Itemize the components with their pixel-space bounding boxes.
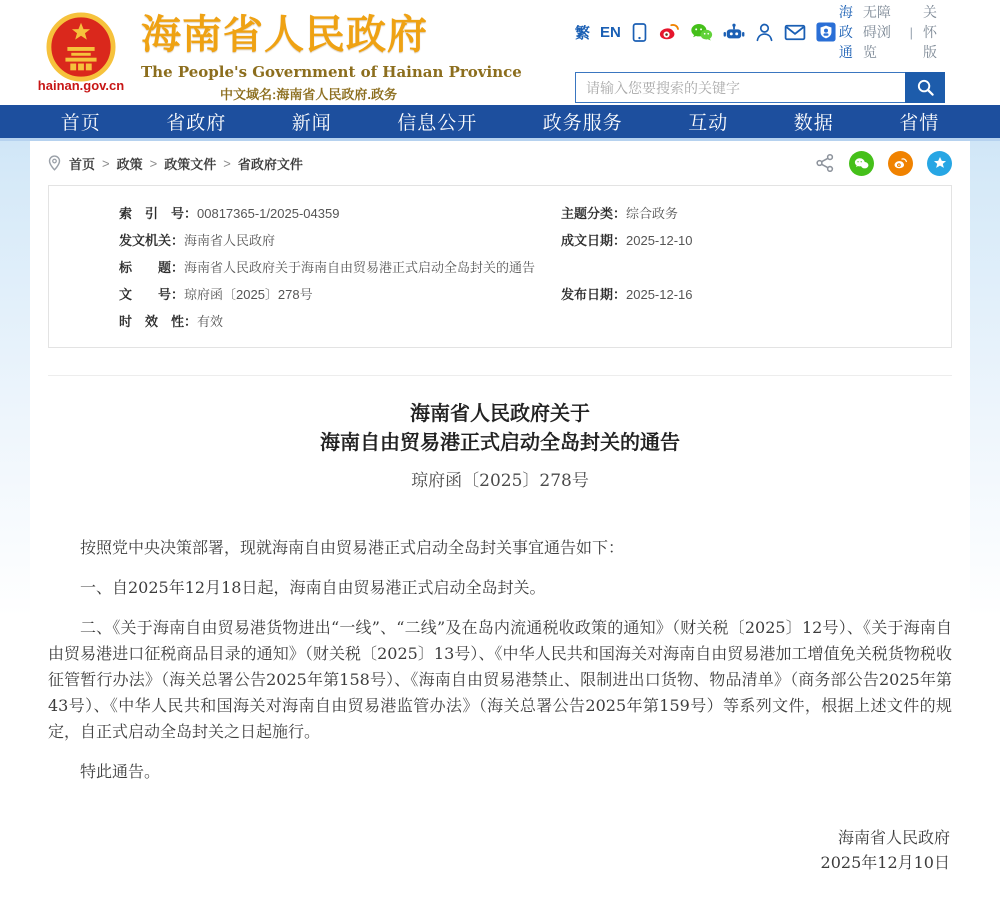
meta-value: 琼府函〔2025〕278号 <box>184 287 313 302</box>
meta-label: 索 引 号： <box>119 206 198 221</box>
accessibility-link[interactable]: 无障碍浏览 <box>862 4 891 60</box>
meta-row-doc-number <box>119 281 561 308</box>
breadcrumb-policy-documents[interactable]: 政策文件 <box>164 156 217 172</box>
nav-item-news[interactable]: 新闻 <box>291 113 332 134</box>
signature-date: 2025年12月10日 <box>820 853 950 872</box>
share-wechat-button[interactable] <box>849 151 874 176</box>
search-icon <box>916 78 935 97</box>
meta-value: 00817365-1/2025-04359 <box>197 206 340 221</box>
paragraph: 一、自2025年12月18日起，海南自由贸易港正式启动全岛封关。 <box>80 578 546 597</box>
meta-row-empty <box>561 254 951 281</box>
meta-row-issuing-agency <box>119 227 561 254</box>
signature-org: 海南省人民政府 <box>837 828 950 847</box>
meta-row-empty <box>561 308 951 335</box>
breadcrumb <box>48 141 952 185</box>
document-meta-table <box>48 185 952 348</box>
meta-value: 有效 <box>197 314 224 329</box>
meta-label: 标 题： <box>119 260 185 275</box>
document-body <box>48 535 952 785</box>
meta-label: 文 号： <box>119 287 185 302</box>
document-header <box>48 399 952 491</box>
haizhengtong-badge-icon <box>816 22 836 42</box>
content-card <box>30 141 970 901</box>
weibo-icon[interactable] <box>658 22 680 42</box>
document-title-line1: 海南省人民政府关于 <box>410 401 590 425</box>
site-header <box>0 0 1000 105</box>
breadcrumb-provincial-documents[interactable]: 省政府文件 <box>237 156 303 172</box>
paragraph: 按照党中央决策部署，现就海南自由贸易港正式启动全岛封关事宜通告如下： <box>80 538 625 557</box>
mobile-icon[interactable] <box>631 22 648 43</box>
nav-item-data[interactable]: 数据 <box>793 113 834 134</box>
haizhengtong-label: 海政通 <box>838 4 853 60</box>
paragraph: 特此通告。 <box>80 762 161 781</box>
site-title: 海南省人民政府 <box>141 10 428 58</box>
meta-value: 海南省人民政府关于海南自由贸易港正式启动全岛封关的通告 <box>184 260 536 275</box>
document-signature <box>48 825 952 875</box>
meta-value: 2025-12-10 <box>626 233 693 248</box>
weibo-icon <box>893 157 908 170</box>
site-domain-line: 中文域名:海南省人民政府.政务 <box>220 86 397 102</box>
meta-value: 海南省人民政府 <box>184 233 276 248</box>
nav-item-provincial-government[interactable]: 省政府 <box>166 113 227 134</box>
care-version-link[interactable]: 关怀版 <box>922 4 937 60</box>
breadcrumb-policy[interactable]: 政策 <box>116 156 143 172</box>
nav-item-province-profile[interactable]: 省情 <box>899 113 940 134</box>
share-buttons <box>815 151 952 176</box>
logo-domain-text: hainan.gov.cn <box>37 78 125 93</box>
main-nav <box>0 105 1000 141</box>
wechat-icon <box>854 157 869 170</box>
mail-icon[interactable] <box>784 24 806 41</box>
nav-item-information-disclosure[interactable]: 信息公开 <box>397 113 478 134</box>
site-logo[interactable] <box>33 12 129 93</box>
meta-value: 综合政务 <box>626 206 679 221</box>
haizhengtong-entry[interactable] <box>816 2 853 62</box>
document-title-line2: 海南自由贸易港正式启动全岛封关的通告 <box>320 430 680 454</box>
meta-label: 发文机关： <box>119 233 185 248</box>
quick-links-separator: | <box>909 24 913 40</box>
search-button[interactable] <box>905 72 945 103</box>
breadcrumb-separator: > <box>102 155 110 171</box>
breadcrumb-home[interactable]: 首页 <box>69 156 96 172</box>
meta-label: 成文日期： <box>561 233 627 248</box>
meta-label: 主题分类： <box>561 206 627 221</box>
site-title-block <box>141 3 522 103</box>
meta-value: 2025-12-16 <box>626 287 693 302</box>
wechat-icon[interactable] <box>690 22 713 42</box>
meta-left-column <box>49 200 561 335</box>
meta-row-subject-category <box>561 200 951 227</box>
paragraph: 二、《关于海南自由贸易港货物进出“一线”、“二线”及在岛内流通税收政策的通知》（财关税〔2025〕12号）、《关于海南自由贸易港进口征税商品目录的通知》（财关税〔2025〕13号）、《中华人民共和国海关对海南自由贸易港加工增值免关税货物税收征管暂行办法》（海关总署公告2025年第158号）、《海南自由贸易港禁止、限制进出口货物、物品清单》（商务部公告2025年第43号）、《中华人民共和国海关对海南自由贸易港监管办法》（海关总署公告2025年第159号）等系列文件，根据上述文件的规定，自正式启动全岛封关之日起施行。 <box>48 618 952 741</box>
meta-label: 时 效 性： <box>119 314 198 329</box>
meta-row-index-number <box>119 200 561 227</box>
search-input[interactable] <box>575 72 905 103</box>
national-emblem-icon <box>46 12 116 82</box>
meta-label: 发布日期： <box>561 287 627 302</box>
share-icon[interactable] <box>815 153 835 173</box>
meta-right-column <box>561 200 951 335</box>
share-weibo-button[interactable] <box>888 151 913 176</box>
robot-assistant-icon[interactable] <box>723 23 745 42</box>
nav-item-home[interactable]: 首页 <box>60 113 101 134</box>
traditional-chinese-link[interactable]: 繁 <box>575 24 591 42</box>
section-divider <box>48 375 952 376</box>
share-qzone-button[interactable] <box>927 151 952 176</box>
meta-row-written-date <box>561 227 951 254</box>
meta-row-publish-date <box>561 281 951 308</box>
site-subtitle-en: The People's Government of Hainan Province <box>141 62 522 81</box>
meta-row-title <box>119 254 561 281</box>
search-bar <box>575 72 945 103</box>
quick-links-row <box>575 2 945 62</box>
user-icon[interactable] <box>755 22 774 42</box>
meta-row-validity <box>119 308 561 335</box>
location-pin-icon <box>48 155 61 171</box>
english-link[interactable]: EN <box>600 23 621 41</box>
breadcrumb-separator: > <box>149 155 158 171</box>
breadcrumb-separator: > <box>223 155 231 171</box>
nav-item-government-services[interactable]: 政务服务 <box>542 113 623 134</box>
document-number: 琼府函〔2025〕278号 <box>411 471 589 491</box>
header-right <box>575 2 945 103</box>
nav-item-interaction[interactable]: 互动 <box>688 113 729 134</box>
star-icon <box>933 156 947 170</box>
